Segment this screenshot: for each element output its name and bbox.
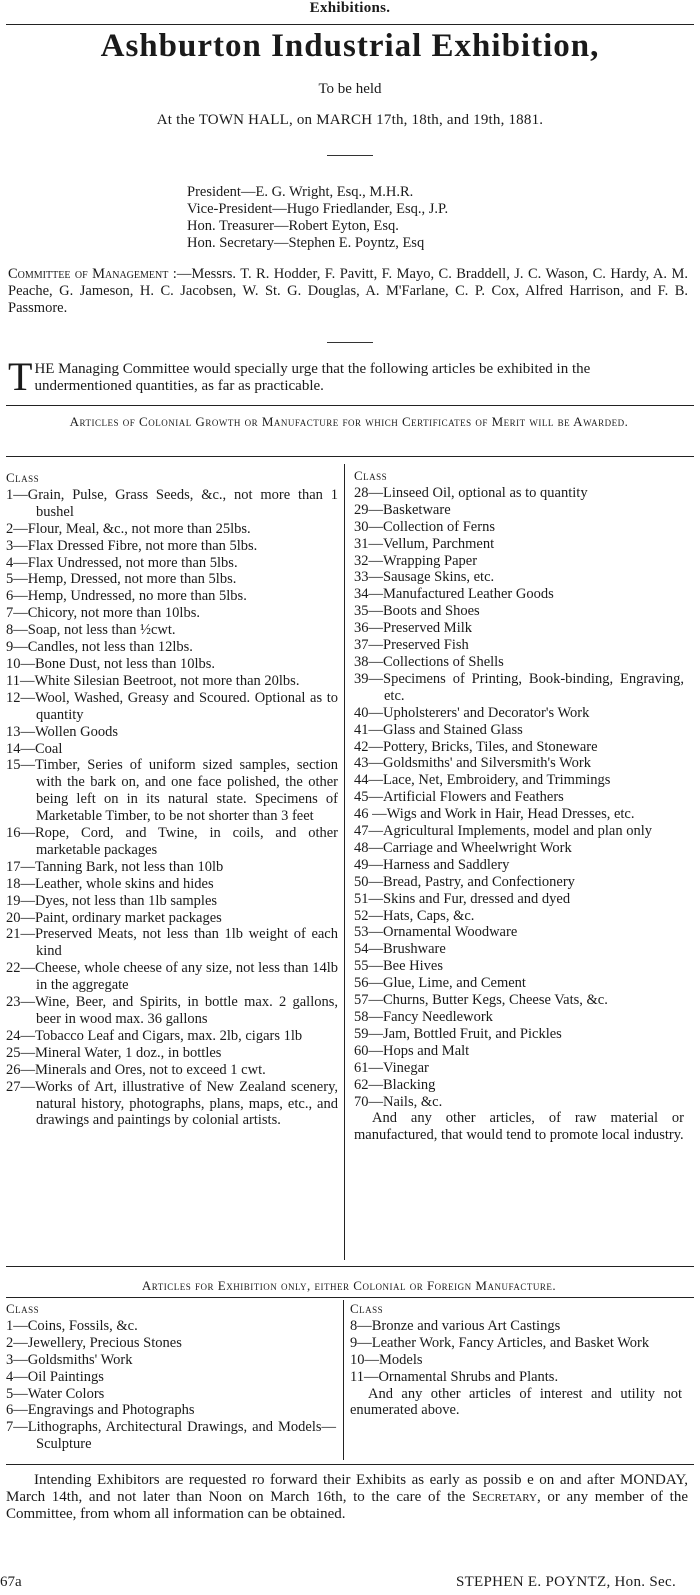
class-item: 4—Oil Paintings [6,1368,104,1385]
section-rule [6,456,694,457]
committee-label: Committee of Management : [8,266,177,282]
officers-list [187,184,448,252]
class-item: 31—Vellum, Parchment [354,535,495,552]
class-item: 60—Hops and Malt [354,1042,470,1059]
class-item: 23—Wine, Beer, and Spirits, in bottle max. 2 gallons, beer in wood max. 36 gallons [6,994,338,1027]
class-item: 6—Engravings and Photographs [6,1402,195,1419]
class-item: 70—Nails, &c. [354,1093,443,1110]
class-item: 59—Jam, Bottled Fruit, and Pickles [354,1025,562,1042]
class-item: 18—Leather, whole skins and hides [6,875,214,892]
exhibition-section-heading: Articles for Exhibition only, either Colonial or Foreign Manufacture. [141,1278,557,1293]
intro-text: HE Managing Committee would specially urge that the following articles be exhibited in the undermentioned quantities, as far as practicable. [34,361,591,394]
class-item: 56—Glue, Lime, and Cement [354,975,526,992]
class-item: 51—Skins and Fur, dressed and dyed [354,890,571,907]
class-item: 3—Goldsmiths' Work [6,1351,133,1368]
certificate-left-column [6,470,338,1129]
section-rule [6,1464,694,1465]
class-item: 43—Goldsmiths' and Silversmith's Work [354,755,592,772]
certificate-section-heading: Articles of Colonial Growth or Manufacture for which Certificates of Merit will be Awarded. [69,414,629,429]
class-item: 5—Hemp, Dressed, not more than 5lbs. [6,571,237,588]
class-item: 47—Agricultural Implements, model and plan only [354,823,652,840]
class-item: 1—Grain, Pulse, Grass Seeds, &c., not more than 1 bushel [6,486,338,520]
class-item: 16—Rope, Cord, and Twine, in coils, and other marketable packages [6,825,338,858]
class-item: 19—Dyes, not less than 1lb samples [6,892,218,909]
class-item: 34—Manufactured Leather Goods [354,586,554,603]
class-item: 11—Ornamental Shrubs and Plants. [350,1368,559,1385]
class-item: 29—Basketware [354,501,451,518]
class-item: 21—Preserved Meats, not less than 1lb weight of each kind [6,926,338,960]
committee-paragraph [8,266,688,317]
class-item: 57—Churns, Butter Kegs, Cheese Vats, &c. [354,992,608,1009]
class-label: Class [6,1301,40,1316]
class-label: Class [350,1301,384,1316]
officer-president: President—E. G. Wright, Esq., M.H.R. [187,184,414,200]
exhibition-title: Ashburton Industrial Exhibition, [100,28,600,64]
class-item: 30—Collection of Ferns [354,518,495,535]
class-item: 9—Candles, not less than 12lbs. [6,639,193,656]
class-item: 3—Flax Dressed Fibre, not more than 5lbs. [6,537,258,554]
class-item: 8—Soap, not less than ½cwt. [6,622,176,639]
class-item: 7—Lithographs, Architectural Drawings, and Models—Sculpture [6,1419,336,1453]
class-item: 54—Brushware [354,941,446,958]
class-item: 38—Collections of Shells [354,653,504,670]
exhibitor-instructions [6,1472,688,1523]
divider [327,155,373,156]
class-item: 50—Bread, Pastry, and Confectionery [354,873,575,890]
closing-note: And any other articles of interest and utility not enumerated above. [350,1385,682,1419]
class-item: 13—Wollen Goods [6,723,119,740]
class-item: 41—Glass and Stained Glass [354,721,523,738]
class-item: 9—Leather Work, Fancy Articles, and Basket Work [350,1334,650,1351]
class-item: 11—White Silesian Beetroot, not more than 20lbs. [6,672,300,689]
instructions-text-end: , or any member of the Committee, from whom all information can be obtained. [6,1489,689,1522]
class-item: 22—Cheese, whole cheese of any size, not less than 14lb in the aggregate [6,960,338,994]
class-item: 32—Wrapping Paper [354,552,478,569]
class-item: 5—Water Colors [6,1385,105,1402]
officer-vice-president: Vice-President—Hugo Friedlander, Esq., J.P. [187,201,449,217]
column-divider [343,1300,344,1460]
class-item: 58—Fancy Needlework [354,1009,493,1025]
header-rule [6,24,694,25]
drop-cap: T [8,354,33,399]
class-label: Class [354,468,388,483]
class-item: 1—Coins, Fossils, &c. [6,1317,138,1334]
class-item: 20—Paint, ordinary market packages [6,909,222,926]
class-item: 2—Flour, Meal, &c., not more than 25lbs. [6,520,251,537]
section-rule [6,405,694,406]
secretary-signature: STEPHEN E. POYNTZ, Hon. Sec. [455,1574,676,1590]
section-rule [6,1266,694,1267]
class-item: 28—Linseed Oil, optional as to quantity [354,484,588,501]
date-line: At the TOWN HALL, on MARCH 17th, 18th, and 19th, 1881. [156,112,544,128]
class-item: 27—Works of Art, illustrative of New Zealand scenery, natural history, photographs, plans, maps, etc., and drawings and paintings by colonial artists. [6,1078,338,1129]
class-item: 40—Upholsterers' and Decorator's Work [354,704,590,721]
section-heading: Exhibitions. [309,0,391,16]
class-item: 7—Chicory, not more than 10lbs. [6,605,200,622]
class-item: 62—Blacking [354,1076,436,1093]
class-item: 12—Wool, Washed, Greasy and Scoured. Optional as to quantity [6,689,338,723]
class-item: 55—Bee Hives [354,958,443,975]
divider [327,342,373,343]
class-item: 44—Lace, Net, Embroidery, and Trimmings [354,772,611,789]
certificate-right-column [354,468,684,1144]
class-item: 10—Models [350,1351,423,1368]
intro-paragraph [8,354,688,399]
class-item: 4—Flax Undressed, not more than 5lbs. [6,554,238,571]
class-item: 52—Hats, Caps, &c. [354,907,475,924]
class-item: 48—Carriage and Wheelwright Work [354,839,572,856]
class-item: 25—Mineral Water, 1 doz., in bottles [6,1044,222,1061]
closing-note: And any other articles, of raw material or manufactured, that would tend to promote local industry. [354,1110,684,1144]
class-item: 35—Boots and Shoes [354,603,480,620]
section-rule [6,1297,694,1298]
class-item: 53—Ornamental Woodware [354,924,518,941]
committee-members: —Messrs. T. R. Hodder, F. Pavitt, F. Mayo, C. Braddell, J. C. Wason, C. Hardy, A. M. Peache, G. Jameson, H. C. Jacobsen, W. St. G. Douglas, A. M'Farlane, C. P. Cox, Alfred Harrison, and F. B. Passmore. [8,266,688,316]
class-item: 2—Jewellery, Precious Stones [6,1334,182,1351]
officer-secretary: Hon. Secretary—Stephen E. Poyntz, Esq [187,235,425,251]
class-item: 14—Coal [6,740,63,757]
class-item: 39—Specimens of Printing, Book-binding, Engraving, etc. [354,670,684,704]
class-item: 10—Bone Dust, not less than 10lbs. [6,655,216,672]
officer-treasurer: Hon. Treasurer—Robert Eyton, Esq. [187,218,399,234]
class-item: 61—Vinegar [354,1059,429,1076]
class-label: Class [6,470,40,485]
subtitle: To be held [318,81,382,97]
exhibition-left-column [6,1301,336,1453]
class-item: 45—Artificial Flowers and Feathers [354,789,564,806]
class-item: 6—Hemp, Undressed, no more than 5lbs. [6,588,247,605]
page-number: 67a [0,1574,22,1590]
exhibition-right-column [350,1301,682,1419]
class-item: 24—Tobacco Leaf and Cigars, max. 2lb, cigars 1lb [6,1027,303,1044]
class-item: 17—Tanning Bark, not less than 10lb [6,858,224,875]
class-item: 36—Preserved Milk [354,620,472,637]
column-divider [344,464,345,1260]
instructions-text: Intending Exhibitors are requested ro forward their Exhibits as early as possib e on and after MONDAY, March 14th, and not later than Noon on March 16th, to the care of the [6,1472,688,1505]
class-item: 8—Bronze and various Art Castings [350,1317,561,1334]
class-item: 49—Harness and Saddlery [354,856,510,873]
class-item: 37—Preserved Fish [354,637,469,654]
class-item: 15—Timber, Series of uniform sized samples, section with the bark on, and one face polished, the other being left on in its natural state. Specimens of Marketable Timber, to be not shorter than 3 feet [6,757,338,825]
class-item: 33—Sausage Skins, etc. [354,569,495,586]
class-item: 42—Pottery, Bricks, Tiles, and Stoneware [354,738,598,755]
class-item: 46 —Wigs and Work in Hair, Head Dresses, etc. [354,806,635,823]
secretary-word: Secretary [472,1489,537,1505]
class-item: 26—Minerals and Ores, not to exceed 1 cwt. [6,1061,266,1078]
